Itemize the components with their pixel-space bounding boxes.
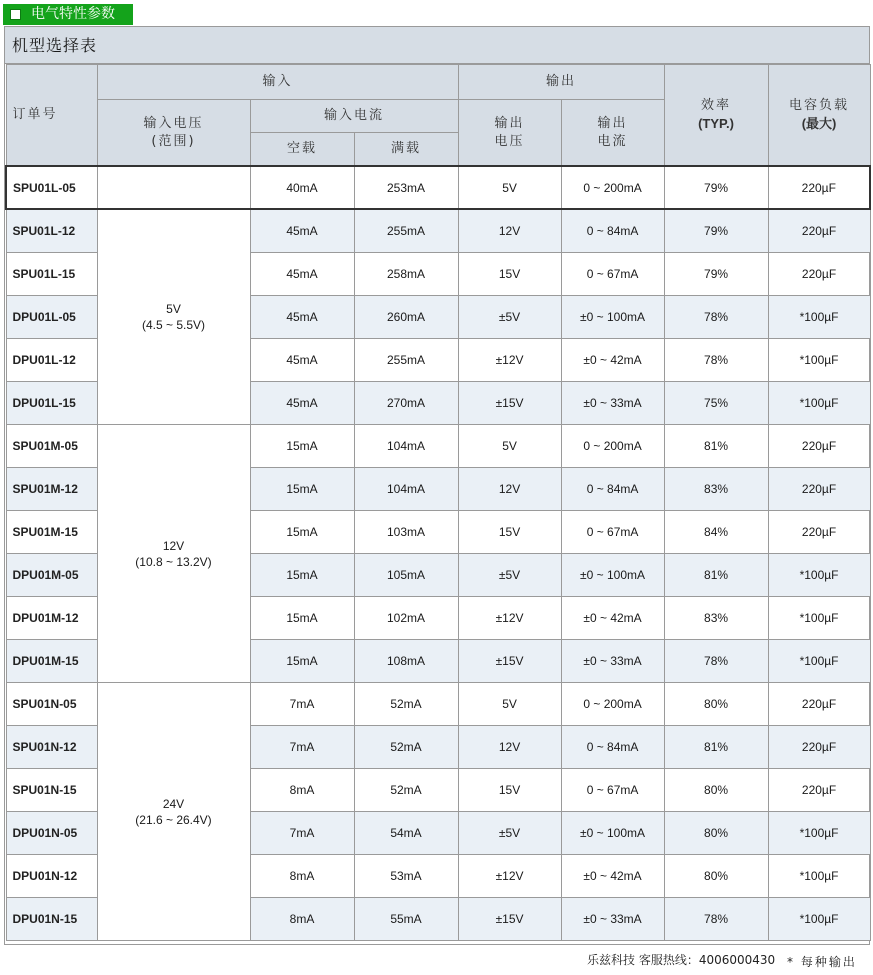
header-output: 输出 [458, 65, 664, 100]
cell-vout: ±12V [458, 339, 561, 382]
header-efficiency [664, 65, 768, 167]
cell-efficiency: 78% [664, 640, 768, 683]
cell-model: DPU01L-05 [6, 296, 97, 339]
header-output-voltage-line2: 电压 [494, 133, 525, 149]
cell-no-load: 15mA [250, 554, 354, 597]
cell-model: SPU01N-12 [6, 726, 97, 769]
table-title: 机型选择表 [5, 27, 869, 64]
cell-iout: 0 ~ 67mA [561, 511, 664, 554]
cell-full-load: 105mA [354, 554, 458, 597]
cell-iout: 0 ~ 84mA [561, 726, 664, 769]
cell-no-load: 40mA [250, 166, 354, 209]
cell-model: SPU01N-15 [6, 769, 97, 812]
cell-vout: 12V [458, 468, 561, 511]
cell-iout: ±0 ~ 33mA [561, 382, 664, 425]
cell-model: DPU01M-05 [6, 554, 97, 597]
cell-model: DPU01N-05 [6, 812, 97, 855]
cell-vout: ±5V [458, 296, 561, 339]
cell-no-load: 15mA [250, 640, 354, 683]
cell-efficiency: 80% [664, 683, 768, 726]
cell-iout: ±0 ~ 33mA [561, 640, 664, 683]
header-input-voltage-range: (范围) [151, 133, 196, 149]
cell-input-voltage [97, 166, 250, 209]
cell-vout: ±15V [458, 382, 561, 425]
cell-model: SPU01L-15 [6, 253, 97, 296]
cell-full-load: 255mA [354, 339, 458, 382]
cell-no-load: 45mA [250, 382, 354, 425]
cell-no-load: 15mA [250, 597, 354, 640]
spec-table-frame [4, 26, 870, 945]
cell-full-load: 103mA [354, 511, 458, 554]
cell-efficiency: 79% [664, 253, 768, 296]
cell-model: DPU01N-12 [6, 855, 97, 898]
cell-full-load: 104mA [354, 425, 458, 468]
cell-no-load: 8mA [250, 898, 354, 941]
cell-no-load: 45mA [250, 209, 354, 253]
cell-vout: ±5V [458, 554, 561, 597]
input-voltage-nominal: 24V [162, 796, 185, 811]
cell-input-voltage-group [97, 425, 250, 683]
header-input-current: 输入电流 [250, 100, 458, 133]
cell-vout: ±15V [458, 640, 561, 683]
cell-full-load: 258mA [354, 253, 458, 296]
header-input-voltage [97, 100, 250, 167]
cell-vout: ±12V [458, 597, 561, 640]
cell-efficiency: 78% [664, 339, 768, 382]
cell-iout: 0 ~ 200mA [561, 166, 664, 209]
cell-full-load: 55mA [354, 898, 458, 941]
cell-full-load: 102mA [354, 597, 458, 640]
cell-input-voltage-group [97, 209, 250, 425]
cell-vout: 15V [458, 511, 561, 554]
section-tag-label: 电气特性参数 [31, 6, 115, 22]
cell-iout: ±0 ~ 100mA [561, 554, 664, 597]
input-voltage-range: (21.6 ~ 26.4V) [135, 812, 212, 827]
cell-efficiency: 80% [664, 812, 768, 855]
cell-iout: 0 ~ 200mA [561, 683, 664, 726]
cell-cap-load: *100µF [768, 640, 870, 683]
cell-no-load: 8mA [250, 855, 354, 898]
cell-no-load: 15mA [250, 425, 354, 468]
cell-model: DPU01M-12 [6, 597, 97, 640]
cell-model: SPU01L-05 [6, 166, 97, 209]
header-output-voltage [458, 100, 561, 167]
cell-full-load: 52mA [354, 683, 458, 726]
cell-cap-load: 220µF [768, 425, 870, 468]
cell-model: DPU01L-12 [6, 339, 97, 382]
cell-iout: ±0 ~ 100mA [561, 812, 664, 855]
cell-iout: ±0 ~ 42mA [561, 339, 664, 382]
cell-efficiency: 79% [664, 209, 768, 253]
cell-no-load: 8mA [250, 769, 354, 812]
cell-cap-load: 220µF [768, 253, 870, 296]
header-cap-load-label: 电容负载 [789, 98, 850, 113]
cell-model: SPU01M-05 [6, 425, 97, 468]
cell-iout: 0 ~ 200mA [561, 425, 664, 468]
footer-hotline: 乐兹科技 客服热线：4006000430 [587, 953, 776, 967]
input-voltage-range: (10.8 ~ 13.2V) [135, 554, 212, 569]
cell-efficiency: 83% [664, 597, 768, 640]
header-output-current [561, 100, 664, 167]
cell-full-load: 270mA [354, 382, 458, 425]
cell-efficiency: 81% [664, 726, 768, 769]
cell-full-load: 53mA [354, 855, 458, 898]
cell-cap-load: *100µF [768, 898, 870, 941]
cell-vout: 12V [458, 726, 561, 769]
cell-no-load: 15mA [250, 468, 354, 511]
cell-full-load: 255mA [354, 209, 458, 253]
cell-cap-load: *100µF [768, 296, 870, 339]
header-output-current-line2: 电流 [597, 133, 628, 149]
cell-no-load: 15mA [250, 511, 354, 554]
cell-cap-load: *100µF [768, 855, 870, 898]
cell-vout: ±5V [458, 812, 561, 855]
header-output-voltage-line1: 输出 [494, 115, 525, 131]
cell-efficiency: 83% [664, 468, 768, 511]
cell-full-load: 253mA [354, 166, 458, 209]
cell-iout: ±0 ~ 33mA [561, 898, 664, 941]
table-row [6, 425, 870, 468]
cell-efficiency: 84% [664, 511, 768, 554]
cell-cap-load: *100µF [768, 812, 870, 855]
cell-efficiency: 78% [664, 296, 768, 339]
cell-vout: 5V [458, 425, 561, 468]
cell-iout: ±0 ~ 100mA [561, 296, 664, 339]
cell-no-load: 45mA [250, 296, 354, 339]
cell-model: SPU01L-12 [6, 209, 97, 253]
footer-note: * 每种输出 [787, 955, 857, 969]
cell-input-voltage-group [97, 683, 250, 941]
cell-cap-load: 220µF [768, 166, 870, 209]
header-cap-load-max: (最大) [801, 116, 837, 131]
cell-cap-load: 220µF [768, 209, 870, 253]
cell-full-load: 52mA [354, 769, 458, 812]
cell-model: DPU01L-15 [6, 382, 97, 425]
cell-iout: ±0 ~ 42mA [561, 855, 664, 898]
cell-vout: 15V [458, 769, 561, 812]
cell-cap-load: 220µF [768, 726, 870, 769]
cell-cap-load: *100µF [768, 382, 870, 425]
cell-full-load: 260mA [354, 296, 458, 339]
cell-full-load: 52mA [354, 726, 458, 769]
input-voltage-nominal: 5V [166, 302, 181, 316]
cell-no-load: 7mA [250, 683, 354, 726]
table-row [6, 166, 870, 209]
cell-cap-load: 220µF [768, 468, 870, 511]
cell-cap-load: 220µF [768, 511, 870, 554]
header-no-load: 空载 [250, 133, 354, 167]
cell-model: SPU01M-15 [6, 511, 97, 554]
cell-iout: 0 ~ 67mA [561, 769, 664, 812]
cell-full-load: 104mA [354, 468, 458, 511]
table-row [6, 209, 870, 253]
cell-vout: ±12V [458, 855, 561, 898]
cell-model: SPU01N-05 [6, 683, 97, 726]
square-icon [10, 9, 21, 20]
cell-model: SPU01M-12 [6, 468, 97, 511]
cell-iout: ±0 ~ 42mA [561, 597, 664, 640]
cell-iout: 0 ~ 84mA [561, 209, 664, 253]
cell-cap-load: *100µF [768, 339, 870, 382]
table-row [6, 683, 870, 726]
cell-vout: 5V [458, 683, 561, 726]
cell-efficiency: 81% [664, 425, 768, 468]
section-tag [3, 4, 133, 25]
input-voltage-nominal: 12V [162, 538, 185, 553]
cell-efficiency: 81% [664, 554, 768, 597]
model-selection-table [5, 64, 871, 941]
cell-full-load: 108mA [354, 640, 458, 683]
cell-efficiency: 75% [664, 382, 768, 425]
cell-vout: 15V [458, 253, 561, 296]
cell-efficiency: 79% [664, 166, 768, 209]
cell-vout: 12V [458, 209, 561, 253]
cell-efficiency: 80% [664, 855, 768, 898]
cell-no-load: 7mA [250, 812, 354, 855]
cell-iout: 0 ~ 67mA [561, 253, 664, 296]
cell-vout: 5V [458, 166, 561, 209]
input-voltage-range: (4.5 ~ 5.5V) [141, 318, 206, 332]
cell-cap-load: *100µF [768, 597, 870, 640]
cell-no-load: 7mA [250, 726, 354, 769]
cell-no-load: 45mA [250, 253, 354, 296]
cell-efficiency: 80% [664, 769, 768, 812]
header-output-current-line1: 输出 [597, 115, 628, 131]
cell-model: DPU01M-15 [6, 640, 97, 683]
cell-no-load: 45mA [250, 339, 354, 382]
cell-iout: 0 ~ 84mA [561, 468, 664, 511]
cell-cap-load: 220µF [768, 769, 870, 812]
header-input: 输入 [97, 65, 458, 100]
cell-cap-load: *100µF [768, 554, 870, 597]
header-efficiency-label: 效率 [701, 98, 732, 113]
cell-cap-load: 220µF [768, 683, 870, 726]
cell-model: DPU01N-15 [6, 898, 97, 941]
header-efficiency-typ: (TYP.) [698, 116, 734, 131]
header-full-load: 满载 [354, 133, 458, 167]
cell-full-load: 54mA [354, 812, 458, 855]
header-input-voltage-label: 输入电压 [143, 115, 204, 131]
header-cap-load [768, 65, 870, 167]
cell-vout: ±15V [458, 898, 561, 941]
cell-efficiency: 78% [664, 898, 768, 941]
header-order-no: 订单号 [6, 65, 97, 167]
